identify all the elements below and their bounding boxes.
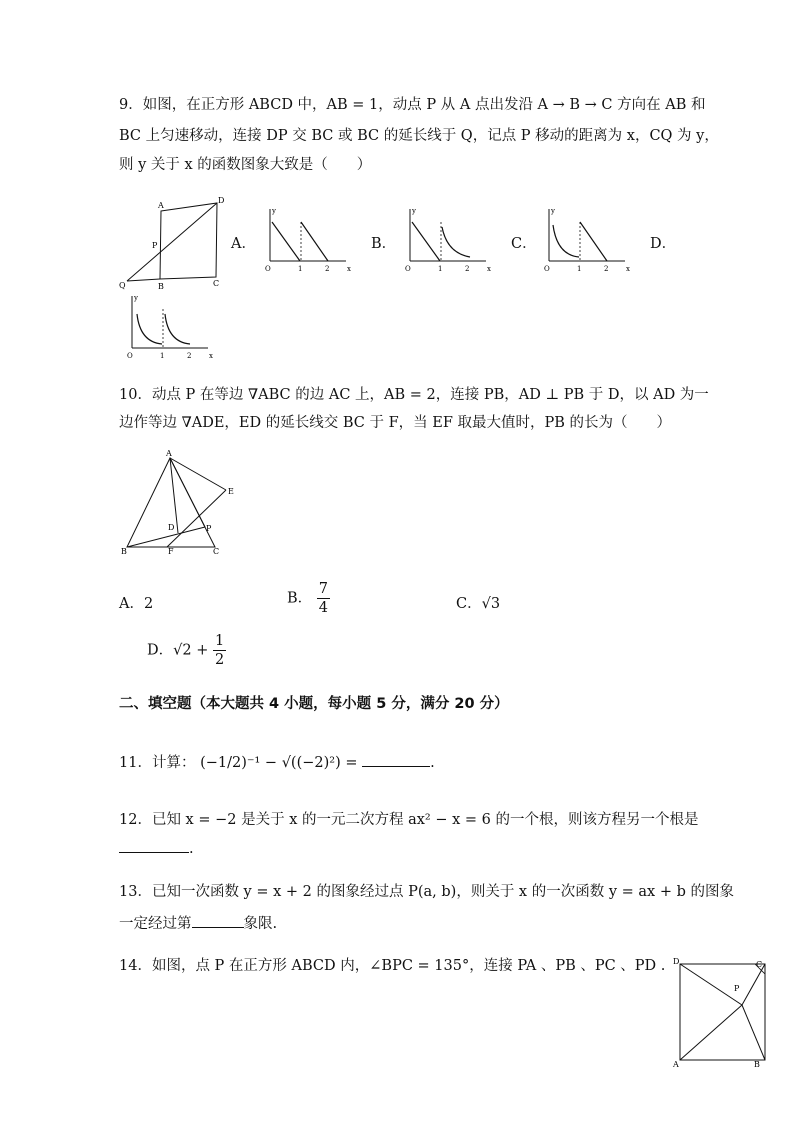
q9-graph-a-ylabel: y <box>272 207 276 215</box>
q9-label-c: C <box>213 279 220 288</box>
q10-option-d-fraction <box>213 632 226 669</box>
q9-line-3: 则 y 关于 x 的函数图象大致是（ ） <box>119 157 372 173</box>
q10-option-d-den: 2 <box>214 652 225 668</box>
q9-graph-c <box>541 207 631 277</box>
q9-option-c: C． <box>511 236 537 252</box>
q9-line-2: BC 上匀速移动，连接 DP 交 BC 或 BC 的延长线于 Q，记点 P 移动的距离为 x，CQ 为 y， <box>119 128 719 144</box>
q10-option-b-fraction <box>317 580 330 617</box>
q12-line-2 <box>119 838 194 859</box>
section-2-title: 二、填空题（本大题共 4 小题，每小题 5 分，满分 20 分） <box>119 696 509 712</box>
q9-graph-a-origin: O <box>265 265 271 273</box>
q10-triangle-figure <box>118 448 248 560</box>
q10-option-b-den: 4 <box>318 600 328 616</box>
q11-answer-blank[interactable] <box>362 752 430 767</box>
q10-label-d: D <box>168 523 175 532</box>
q10-option-c: C．√3 <box>456 596 501 612</box>
q9-graph-a-xlabel: x <box>347 265 351 273</box>
q11-suffix: . <box>430 755 435 771</box>
q9-square-figure <box>118 195 228 290</box>
q14-label-p: P <box>734 984 740 993</box>
q14-label-c: C <box>756 960 763 969</box>
q12-answer-blank[interactable] <box>119 838 189 853</box>
q10-option-d-num: 1 <box>214 633 225 649</box>
q9-graph-b <box>402 207 492 277</box>
q9-graph-d-tick2: 2 <box>187 352 192 360</box>
q13-line-2 <box>119 913 277 934</box>
q13-answer-blank[interactable] <box>192 913 244 928</box>
q9-label-a: A <box>158 201 164 210</box>
q14-line-1: 14．如图，点 P 在正方形 ABCD 内，∠BPC = 135°，连接 PA 、PB 、PC 、PD . <box>119 958 666 974</box>
q9-label-d: D <box>218 196 225 205</box>
q11-expression: (−1/2)⁻¹ − √((−2)²) = <box>200 755 358 771</box>
q10-label-p: P <box>206 524 212 533</box>
q9-graph-d-tick1: 1 <box>160 352 165 360</box>
q9-graph-a-tick1: 1 <box>298 265 303 273</box>
q9-label-b: B <box>158 282 164 291</box>
q10-option-b-prefix: B． <box>287 590 313 607</box>
q9-graph-b-tick2: 2 <box>465 265 470 273</box>
q10-line-1: 10．动点 P 在等边 ∇ABC 的边 AC 上，AB = 2，连接 PB，AD ⊥ PB 于 D，以 AD 为一 <box>119 387 709 403</box>
q9-label-p: P <box>152 241 158 250</box>
q9-line-1: 9．如图，在正方形 ABCD 中，AB = 1，动点 P 从 A 点出发沿 A → B → C 方向在 AB 和 <box>119 97 706 113</box>
q11-prefix: 11．计算： <box>119 755 196 771</box>
q9-graph-b-tick1: 1 <box>438 265 443 273</box>
q10-label-a: A <box>166 449 172 458</box>
q10-label-c: C <box>213 547 220 556</box>
q10-label-e: E <box>228 487 234 496</box>
q10-option-b-num: 7 <box>318 581 328 597</box>
q9-graph-d-ylabel: y <box>134 294 138 302</box>
q10-line-2: 边作等边 ∇ADE，ED 的延长线交 BC 于 F，当 EF 取最大值时，PB 的长为（ ） <box>119 415 672 431</box>
q9-graph-a-tick2: 2 <box>325 265 330 273</box>
q9-graph-b-origin: O <box>405 265 411 273</box>
q10-label-b: B <box>121 547 127 556</box>
q10-option-d <box>147 632 226 669</box>
q9-graph-c-tick2: 2 <box>604 265 609 273</box>
q9-graph-c-tick1: 1 <box>577 265 582 273</box>
q9-graph-d-origin: O <box>127 352 133 360</box>
q13-line2-prefix: 一定经过第 <box>119 916 192 932</box>
q13-line2-suffix: 象限. <box>243 916 278 932</box>
q9-option-d: D． <box>650 236 677 252</box>
q14-square-figure <box>670 955 770 1073</box>
q9-graph-b-xlabel: x <box>487 265 491 273</box>
q10-option-b <box>287 580 330 617</box>
q9-graph-d <box>124 294 214 364</box>
q9-graph-d-xlabel: x <box>209 352 213 360</box>
q9-graph-c-xlabel: x <box>626 265 630 273</box>
q14-label-b: B <box>754 1060 760 1069</box>
q10-option-a: A．2 <box>119 596 154 612</box>
q11 <box>119 752 435 773</box>
q10-option-d-prefix: D．√2 + <box>147 642 213 659</box>
q14-label-d: D <box>673 957 680 966</box>
q9-option-b: B． <box>371 236 397 252</box>
q12-line-1: 12．已知 x = −2 是关于 x 的一元二次方程 ax² − x = 6 的一个根，则该方程另一个根是 <box>119 812 699 828</box>
q10-label-f: F <box>168 547 174 556</box>
q9-option-a: A． <box>231 236 256 252</box>
q14-label-a: A <box>673 1060 679 1069</box>
q9-graph-b-ylabel: y <box>412 207 416 215</box>
q9-graph-c-origin: O <box>544 265 550 273</box>
q9-label-q: Q <box>119 281 126 290</box>
q9-graph-a <box>262 207 352 277</box>
q12-suffix: . <box>189 841 194 857</box>
q13-line-1: 13．已知一次函数 y = x + 2 的图象经过点 P(a, b)，则关于 x 的一次函数 y = ax + b 的图象 <box>119 884 734 900</box>
q9-graph-c-ylabel: y <box>551 207 555 215</box>
